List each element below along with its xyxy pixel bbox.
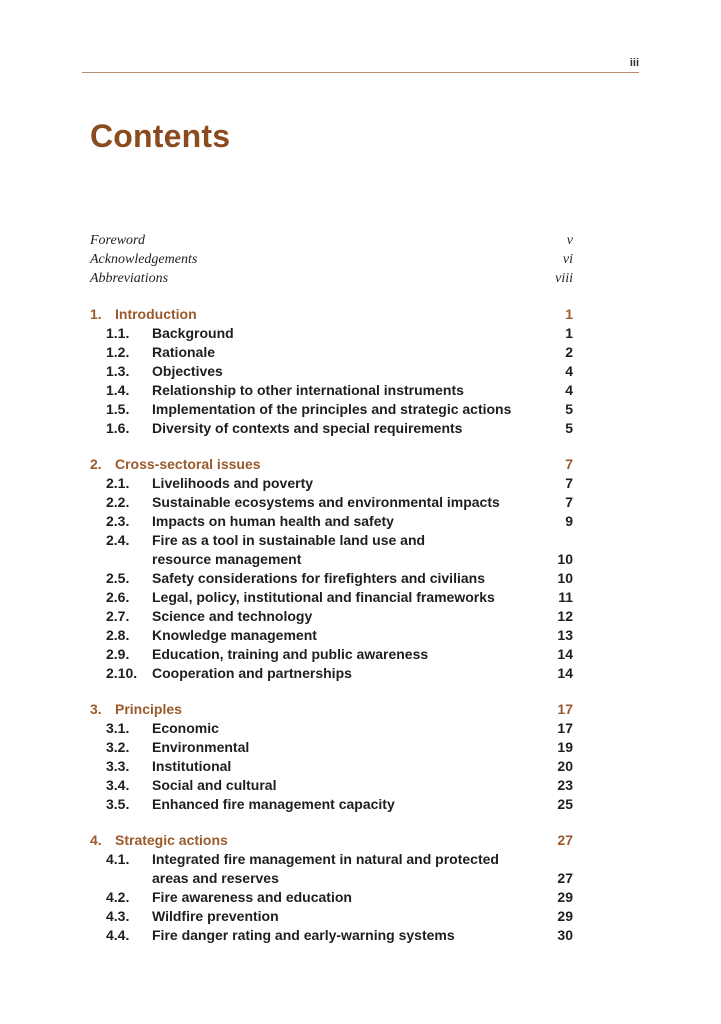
toc-section-number: 4. (90, 832, 102, 848)
toc-entry-number: 2.2. (106, 494, 130, 510)
toc-entry-number: 4.2. (106, 889, 130, 905)
toc-entry-number: 1.3. (106, 363, 130, 379)
toc-entry-label: Sustainable ecosystems and environmental impacts (152, 494, 500, 510)
toc-front-page: v (566, 233, 573, 248)
toc-entry-page: 5 (565, 420, 573, 436)
toc-entry[interactable] (90, 907, 573, 926)
toc-entry-label: Relationship to other international instruments (152, 382, 464, 398)
toc-entry[interactable] (90, 588, 573, 607)
toc-section-title: Cross-sectoral issues (115, 456, 261, 472)
toc-entry-page: 29 (557, 908, 573, 924)
toc-entry-number: 1.4. (106, 382, 130, 398)
toc-entry-label: Economic (152, 720, 219, 736)
page-title: Contents (90, 118, 231, 154)
toc-entry-label-group (152, 757, 533, 776)
table-of-contents (90, 231, 573, 962)
toc-entry[interactable] (90, 512, 573, 531)
toc-entry-number: 4.3. (106, 908, 130, 924)
toc-entry-number: 3.1. (106, 720, 130, 736)
toc-entry[interactable] (90, 493, 573, 512)
toc-entry[interactable] (90, 645, 573, 664)
toc-section-title-group (90, 455, 261, 474)
toc-front-label: Abbreviations (90, 271, 169, 286)
toc-entry-number: 2.6. (106, 589, 130, 605)
toc-entry-page: 7 (565, 475, 573, 491)
toc-section-page: 17 (557, 701, 573, 717)
toc-section-number: 1. (90, 306, 102, 322)
toc-sections (90, 305, 573, 945)
toc-entry[interactable] (90, 888, 573, 907)
toc-entry-number: 2.1. (106, 475, 130, 491)
toc-section-title: Principles (115, 701, 182, 717)
toc-entry-page: 9 (565, 513, 573, 529)
toc-section (90, 831, 573, 945)
toc-entry[interactable] (90, 757, 573, 776)
toc-entry-page: 29 (557, 889, 573, 905)
toc-entry-label: Fire awareness and education (152, 889, 352, 905)
toc-entry-label-continued: areas and reserves (152, 870, 279, 886)
toc-entry-label-group (152, 888, 533, 907)
toc-entry[interactable] (90, 607, 573, 626)
toc-section-heading[interactable] (90, 700, 573, 719)
page-number: iii (629, 57, 639, 69)
toc-entry-page: 4 (565, 382, 573, 398)
toc-entry-label-group (152, 531, 533, 569)
toc-entry-label: Wildfire prevention (152, 908, 279, 924)
toc-entry-number: 4.1. (106, 851, 130, 867)
toc-entry[interactable] (90, 474, 573, 493)
toc-front-label: Acknowledgements (90, 252, 198, 267)
toc-section-heading[interactable] (90, 831, 573, 850)
toc-entry-page: 4 (565, 363, 573, 379)
toc-entry-label: Livelihoods and poverty (152, 475, 314, 491)
toc-entry-number: 2.3. (106, 513, 130, 529)
toc-entry-label-group (152, 926, 533, 945)
toc-entry-page: 27 (557, 870, 573, 886)
toc-entry[interactable] (90, 362, 573, 381)
toc-entry-label-continued: resource management (152, 551, 302, 567)
toc-entry-number: 1.5. (106, 401, 130, 417)
toc-entry-label: Institutional (152, 758, 232, 774)
toc-entry[interactable] (90, 531, 573, 569)
toc-entry-label-group (152, 512, 533, 531)
toc-entry-label: Safety considerations for firefighters and civilians (152, 570, 485, 586)
toc-entry-label-group (152, 569, 533, 588)
toc-entry-label-group (152, 419, 533, 438)
toc-entry-label: Science and technology (152, 608, 313, 624)
toc-entry-page: 2 (565, 344, 573, 360)
toc-entry-number: 2.7. (106, 608, 130, 624)
toc-entry-label: Knowledge management (152, 627, 317, 643)
toc-entry-page: 14 (557, 646, 573, 662)
toc-entry[interactable] (90, 324, 573, 343)
front-matter (90, 231, 573, 288)
toc-entry-page: 5 (565, 401, 573, 417)
toc-entry-number: 2.9. (106, 646, 130, 662)
toc-entry-page: 1 (565, 325, 573, 341)
toc-entry-label-group (152, 493, 533, 512)
toc-entry-label: Legal, policy, institutional and financial frameworks (152, 589, 495, 605)
toc-entry-label: Enhanced fire management capacity (152, 796, 395, 812)
toc-entry-number: 3.4. (106, 777, 130, 793)
toc-entry-label: Implementation of the principles and strategic actions (152, 401, 512, 417)
toc-entry-label: Education, training and public awareness (152, 646, 429, 662)
toc-entry-label-group (152, 381, 533, 400)
toc-entry-label: Fire as a tool in sustainable land use and (152, 532, 426, 548)
toc-section-title-group (90, 700, 182, 719)
toc-entry-label-group (152, 776, 533, 795)
toc-front-item[interactable] (90, 269, 573, 288)
toc-section-title-group (90, 305, 197, 324)
toc-section-heading[interactable] (90, 305, 573, 324)
toc-entry-label: Rationale (152, 344, 216, 360)
toc-entry-label-group (152, 850, 533, 888)
toc-entry[interactable] (90, 719, 573, 738)
toc-entry-label: Diversity of contexts and special requirements (152, 420, 463, 436)
toc-entry[interactable] (90, 569, 573, 588)
toc-entry-page: 10 (557, 551, 573, 567)
toc-section-title: Strategic actions (115, 832, 228, 848)
toc-entry-number: 2.5. (106, 570, 130, 586)
toc-entry-label-group (152, 645, 533, 664)
toc-entry-label: Impacts on human health and safety (152, 513, 394, 529)
toc-entry-page: 25 (557, 796, 573, 812)
toc-entry-label-group (152, 607, 533, 626)
toc-front-page: viii (555, 271, 573, 286)
toc-entry-label: Fire danger rating and early-warning systems (152, 927, 455, 943)
toc-entry[interactable] (90, 926, 573, 945)
toc-entry-page: 7 (565, 494, 573, 510)
toc-entry-number: 2.10. (106, 665, 138, 681)
toc-entry-label-group (152, 626, 533, 645)
toc-entry[interactable] (90, 419, 573, 438)
toc-entry-number: 1.2. (106, 344, 130, 360)
toc-entry-label-group (152, 324, 533, 343)
toc-entry-label-group (152, 907, 533, 926)
toc-entry-label-group (152, 588, 533, 607)
toc-entry-label-group (152, 795, 533, 814)
toc-entry-number: 4.4. (106, 927, 130, 943)
toc-entry[interactable] (90, 343, 573, 362)
toc-entry-label: Social and cultural (152, 777, 277, 793)
toc-entry-page: 14 (557, 665, 573, 681)
toc-entry-label-group (152, 664, 533, 683)
toc-front-label: Foreword (90, 233, 145, 248)
toc-entry-page: 20 (557, 758, 573, 774)
toc-section-page: 27 (557, 832, 573, 848)
toc-front-item[interactable] (90, 231, 573, 250)
toc-entry[interactable] (90, 850, 573, 888)
toc-entry-label: Integrated fire management in natural and protected (152, 851, 499, 867)
toc-section-title-group (90, 831, 228, 850)
toc-entry-page: 13 (557, 627, 573, 643)
toc-entry-label-group (152, 738, 533, 757)
toc-entry-page: 10 (557, 570, 573, 586)
toc-entry[interactable] (90, 381, 573, 400)
toc-section-title: Introduction (115, 306, 197, 322)
toc-entry-number: 1.1. (106, 325, 130, 341)
toc-entry[interactable] (90, 400, 573, 419)
toc-front-item[interactable] (90, 250, 573, 269)
toc-entry-label-group (152, 400, 533, 419)
toc-entry-label: Background (152, 325, 234, 341)
header-rule (82, 72, 639, 73)
toc-entry-label: Cooperation and partnerships (152, 665, 352, 681)
toc-entry[interactable] (90, 776, 573, 795)
toc-section-number: 3. (90, 701, 102, 717)
toc-entry-page: 30 (557, 927, 573, 943)
toc-entry-label-group (152, 719, 533, 738)
toc-section-page: 7 (565, 456, 573, 472)
toc-entry-page: 11 (558, 589, 573, 605)
toc-entry-page: 23 (557, 777, 573, 793)
toc-entry-label-group (152, 362, 533, 381)
toc-entry[interactable] (90, 664, 573, 683)
toc-entry-page: 17 (557, 720, 573, 736)
toc-front-page: vi (562, 252, 573, 267)
toc-section (90, 455, 573, 683)
toc-entry-number: 2.4. (106, 532, 130, 548)
toc-entry[interactable] (90, 795, 573, 814)
toc-entry[interactable] (90, 738, 573, 757)
toc-section-heading[interactable] (90, 455, 573, 474)
toc-entry-label-group (152, 343, 533, 362)
toc-section (90, 305, 573, 438)
toc-entry-number: 3.3. (106, 758, 130, 774)
toc-section-number: 2. (90, 456, 102, 472)
toc-entry-number: 3.2. (106, 739, 130, 755)
toc-section (90, 700, 573, 814)
toc-entry-number: 1.6. (106, 420, 130, 436)
toc-entry-page: 12 (557, 608, 573, 624)
toc-entry-number: 3.5. (106, 796, 130, 812)
toc-entry[interactable] (90, 626, 573, 645)
toc-entry-label: Environmental (152, 739, 250, 755)
toc-entry-label: Objectives (152, 363, 223, 379)
toc-entry-page: 19 (557, 739, 573, 755)
toc-entry-label-group (152, 474, 533, 493)
toc-entry-number: 2.8. (106, 627, 130, 643)
toc-section-page: 1 (565, 306, 573, 322)
